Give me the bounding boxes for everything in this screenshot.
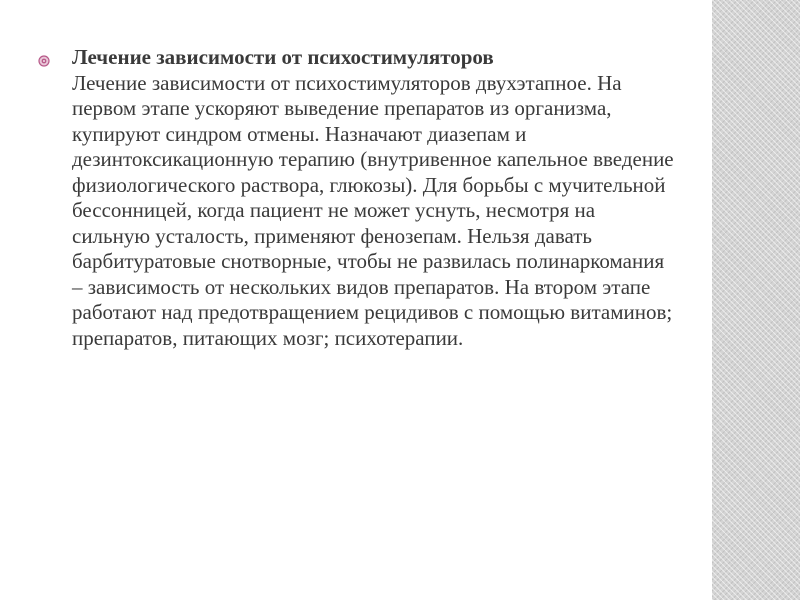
slide-heading: Лечение зависимости от психостимуляторов <box>72 45 494 69</box>
slide-content <box>36 45 676 351</box>
decorative-side-panel <box>712 0 800 600</box>
bullet-paragraph <box>72 45 676 351</box>
slide-body-text: Лечение зависимости от психостимуляторов двухэтапное. На первом этапе ускоряют выведение препаратов из организма, купируют синдром отмены. Назначают диазепам и дезинтоксикационную терапию (внутривенное капельное введение физиологического раствора, глюкозы). Для борьбы с мучительной бессонницей, когда пациент не может уснуть, несмотря на сильную усталость, применяют фенозепам. Нельзя давать барбитуратовые снотворные, чтобы не развилась полинаркомания – зависимость от нескольких видов препаратов. На втором этапе работают над предотвращением рецидивов с помощью витаминов; препаратов, питающих мозг; психотерапии. <box>72 70 674 350</box>
circle-bullet-icon <box>38 55 50 67</box>
